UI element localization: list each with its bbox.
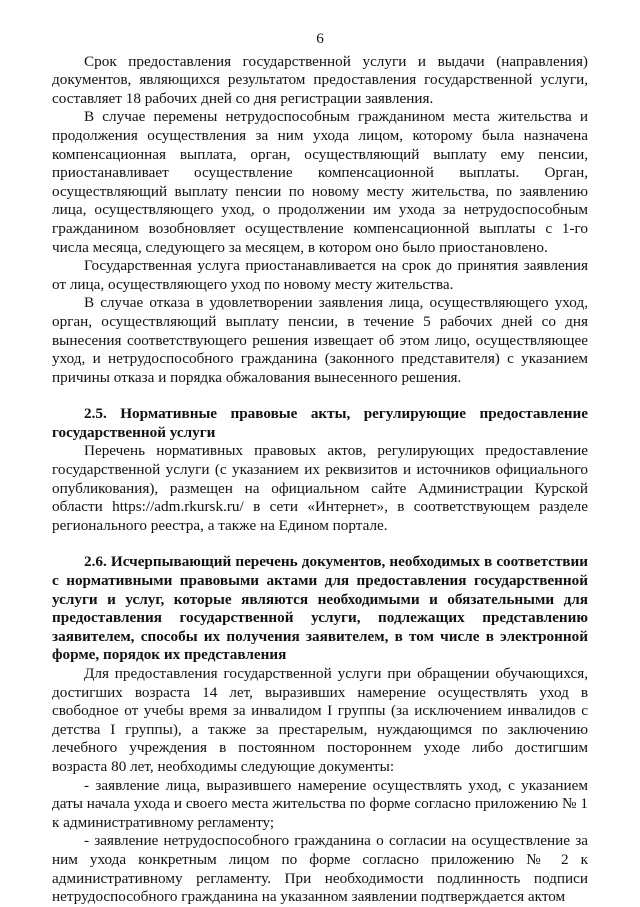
section-2-6-heading: 2.6. Исчерпывающий перечень документов, необходимых в соответствии с нормативными правовыми актами для предоставления государственной услуги и услуг, которые являются необходимыми и обязательными для предоставления государственной услуги, подлежащих представлению заявителем, способы их получения заявителем, в том числе в электронной форме, порядок их представления [52, 553, 588, 664]
list-item-application: - заявление лица, выразившего намерение осуществлять уход, с указанием даты начала ухода и своего места жительства по форме согласно приложению № 1 к административному регламенту; [52, 776, 588, 831]
paragraph-change-residence: В случае перемены нетрудоспособным гражданином места жительства и продолжения осуществления за ним ухода лицом, которому была назначена компенсационная выплата, орган, осуществляющий выплату ему пенсии, приостанавливает осуществление компенсационной выплаты. Орган, осуществляющий выплату пенсии по новому месту жительства, по заявлению лица, осуществляющего уход, о продолжении им ухода за нетрудоспособным гражданином возобновляет осуществление компенсационной выплаты с 1-го числа месяца, следующего за месяцем, в котором оно было приостановлено. [52, 108, 588, 256]
section-2-6-intro: Для предоставления государственной услуги при обращении обучающихся, достигших возраста 14 лет, выразивших намерение осуществлять уход в свободное от учебы время за инвалидом I группы (за исключением инвалидов с детства I группы), а также за престарелым, нуждающимся по заключению лечебного учреждения в постоянном постороннем уходе либо достигшим возраста 80 лет, необходимы следующие документы: [52, 665, 588, 775]
section-2-5-heading: 2.5. Нормативные правовые акты, регулирующие предоставление государственной услуги [52, 405, 588, 441]
page-number: 6 [316, 30, 324, 47]
paragraph-service-term: Срок предоставления государственной услуги и выдачи (направления) документов, являющихся результатом предоставления государственной услуги, составляет 18 рабочих дней со дня регистрации заявления. [52, 52, 588, 107]
document-page [52, 30, 588, 907]
paragraph-refusal: В случае отказа в удовлетворении заявления лица, осуществляющего уход, орган, осуществляющий выплату пенсии, в течение 5 рабочих дней со дня вынесения соответствующего решения извещает об этом лицо, осуществляющее уход, и нетрудоспособного гражданина (законного представителя) с указанием причины отказа и порядка обжалования вынесенного решения. [52, 294, 588, 386]
section-2-5-text: Перечень нормативных правовых актов, регулирующих предоставление государственной услуги (с указанием их реквизитов и источников официального опубликования), размещен на официальном сайте Администрации Курской области https://adm.rkursk.ru/ в сети «Интернет», в соответствующем разделе регионального реестра, а также на Едином портале. [52, 442, 588, 534]
section-gap [52, 535, 588, 553]
paragraph-suspension: Государственная услуга приостанавливается на срок до принятия заявления от лица, осуществляющего уход по новому месту жительства. [52, 257, 588, 293]
list-item-consent: - заявление нетрудоспособного гражданина о согласии на осуществление за ним ухода конкретным лицом по форме согласно приложению № 2 к административному регламенту. При необходимости подлинность подписи нетрудоспособного гражданина на указанном заявлении подтверждается актом [52, 832, 588, 906]
section-gap [52, 387, 588, 405]
